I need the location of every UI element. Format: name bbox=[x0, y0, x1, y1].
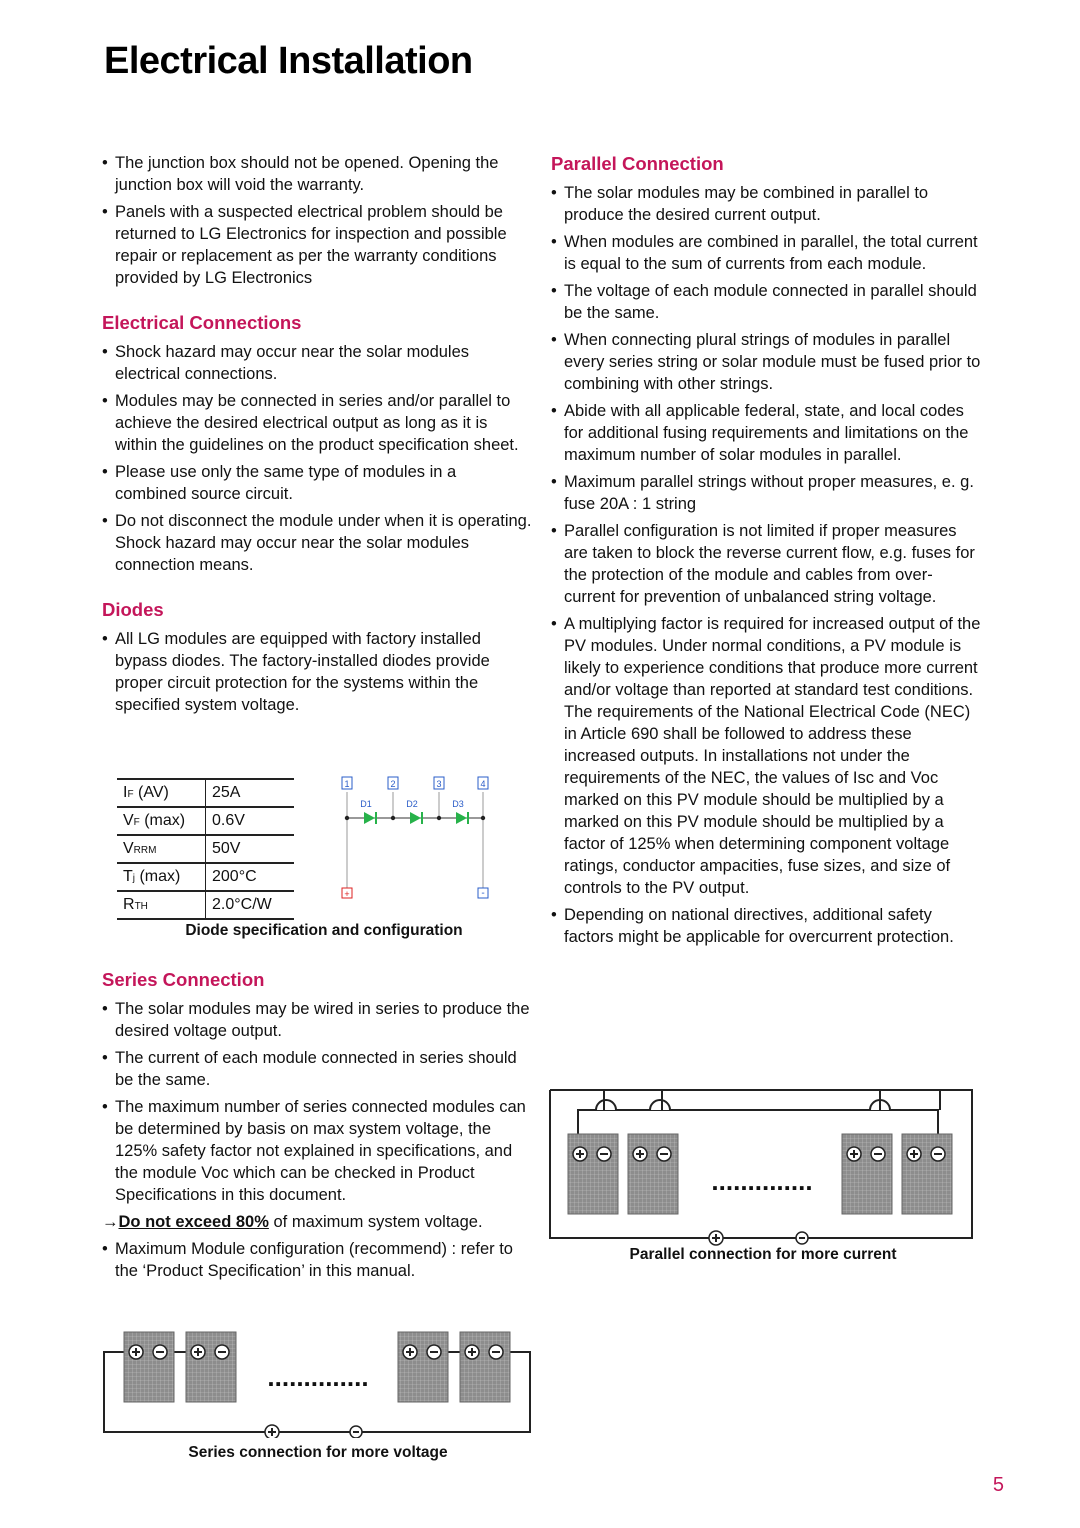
list-item bbox=[102, 510, 532, 576]
list-item: • The solar modules may be wired in series to produce the desired voltage output. bbox=[102, 998, 532, 1042]
terminal-label: 3 bbox=[436, 779, 442, 789]
list-item: • The solar modules may be combined in parallel to produce the desired current output. bbox=[551, 182, 981, 226]
intro-list bbox=[102, 152, 532, 289]
list-item: • A multiplying factor is required for increased output of the PV modules. Under normal conditions, a PV module is likely to experience conditions that produce more current and/or voltage than reported at standard test conditions. The requirements of the National Electrical Code (NEC) in Article 690 shall be followed to address these increased outputs. In installations not under the requirements of the NEC, the values of Isc and Voc marked on this PV module should be multiplied by a marked on this PV module should be multiplied by a factor of 125% when determining component voltage ratings, conductor ampacities, fuse sizes, and size of controls to the PV output. bbox=[551, 613, 981, 899]
list-item: • When connecting plural strings of modules in parallel every series string or solar module must be fused prior to combining with other strings. bbox=[551, 329, 981, 395]
ellipsis-dots: .............. bbox=[267, 1362, 369, 1392]
series-connection-section bbox=[102, 968, 532, 1287]
list-item: • Maximum parallel strings without proper measures, e. g. fuse 20A : 1 string bbox=[551, 471, 981, 515]
series-connection-list bbox=[102, 998, 532, 1206]
param-symbol: V bbox=[123, 812, 134, 829]
section-heading-electrical-connections: Electrical Connections bbox=[102, 312, 302, 333]
param-suffix: (max) bbox=[139, 812, 186, 829]
list-item: • All LG modules are equipped with factory installed bypass diodes. The factory-installed diodes provide proper circuit protection for the systems within the specified system voltage. bbox=[102, 628, 532, 716]
note-emphasis: Do not exceed 80% bbox=[118, 1213, 269, 1231]
junction-dot bbox=[391, 816, 395, 820]
value-cell: 0.6V bbox=[206, 807, 295, 835]
diode-caption: Diode specification and configuration bbox=[185, 922, 463, 939]
param-cell bbox=[117, 863, 206, 891]
terminal-label: 1 bbox=[344, 779, 350, 789]
param-symbol: I bbox=[123, 784, 128, 801]
param-cell bbox=[117, 891, 206, 919]
value-cell: 2.0°C/W bbox=[206, 891, 295, 919]
list-item: • Please use only the same type of modules in a combined source circuit. bbox=[102, 461, 532, 505]
junction-dot bbox=[345, 816, 349, 820]
table-row bbox=[117, 863, 294, 891]
list-item: • Panels with a suspected electrical problem should be returned to LG Electronics for inspection and possible repair or replacement as per the warranty conditions provided by LG Electronics bbox=[102, 201, 532, 289]
diode-spec-table bbox=[117, 778, 294, 920]
diode-symbol bbox=[410, 812, 421, 824]
parallel-figure-caption: Parallel connection for more current bbox=[629, 1246, 897, 1263]
list-item: • The current of each module connected in series should be the same. bbox=[102, 1047, 532, 1091]
right-column bbox=[551, 152, 981, 953]
page-title: Electrical Installation bbox=[104, 40, 473, 82]
list-item: • Shock hazard may occur near the solar modules electrical connections. bbox=[102, 341, 532, 385]
list-item-extra: Shock hazard may occur near the solar modules connection means. bbox=[115, 534, 470, 574]
diode-symbol bbox=[456, 812, 467, 824]
list-item: • Modules may be connected in series and/or parallel to achieve the desired electrical output as long as it is within the guidelines on the product specification sheet. bbox=[102, 390, 532, 456]
parallel-connection-list bbox=[551, 182, 981, 948]
note-text: of maximum system voltage. bbox=[268, 1213, 483, 1231]
solar-module bbox=[842, 1134, 892, 1214]
list-item: • The maximum number of series connected modules can be determined by basis on max system voltage, the 125% safety factor not explained in specifications, and the module Voc which can be checked in Product Specifications in this document. bbox=[102, 1096, 532, 1206]
page-number: 5 bbox=[992, 1474, 1004, 1496]
value-cell: 200°C bbox=[206, 863, 295, 891]
solar-module bbox=[628, 1134, 678, 1214]
solar-module bbox=[568, 1134, 618, 1214]
diode-label: D1 bbox=[360, 799, 372, 809]
list-item-text: Do not disconnect the module under when it is operating. bbox=[115, 512, 532, 530]
section-heading-series-connection: Series Connection bbox=[102, 969, 265, 990]
param-suffix: (AV) bbox=[133, 784, 169, 801]
param-symbol: T bbox=[123, 868, 133, 885]
param-subscript: j bbox=[132, 873, 136, 884]
terminal-label: 2 bbox=[390, 779, 396, 789]
arrow-icon: → bbox=[102, 1213, 119, 1231]
terminal-label: 4 bbox=[480, 779, 486, 789]
section-heading-diodes: Diodes bbox=[102, 599, 164, 620]
param-symbol: R bbox=[123, 896, 135, 913]
solar-module bbox=[398, 1332, 448, 1402]
junction-dot bbox=[437, 816, 441, 820]
diode-label: D3 bbox=[452, 799, 464, 809]
solar-module bbox=[902, 1134, 952, 1214]
diode-circuit-diagram bbox=[336, 772, 496, 902]
diode-symbol bbox=[364, 812, 375, 824]
solar-module bbox=[460, 1332, 510, 1402]
minus-terminal-label: - bbox=[481, 888, 485, 899]
param-cell bbox=[117, 835, 206, 863]
list-item: • Abide with all applicable federal, state, and local codes for additional fusing requirements and limitations on the maximum number of solar modules in parallel. bbox=[551, 400, 981, 466]
param-subscript: RRM bbox=[133, 845, 157, 856]
param-subscript: F bbox=[133, 817, 140, 828]
list-item: • The voltage of each module connected in parallel should be the same. bbox=[551, 280, 981, 324]
ellipsis-dots: .............. bbox=[711, 1166, 813, 1196]
junction-dot bbox=[481, 816, 485, 820]
electrical-connections-list bbox=[102, 341, 532, 576]
value-cell: 25A bbox=[206, 779, 295, 807]
param-cell bbox=[117, 807, 206, 835]
section-heading-parallel-connection: Parallel Connection bbox=[551, 153, 724, 174]
solar-module bbox=[186, 1332, 236, 1402]
table-row bbox=[117, 807, 294, 835]
value-cell: 50V bbox=[206, 835, 295, 863]
diode-label: D2 bbox=[406, 799, 418, 809]
plus-terminal-label: + bbox=[344, 889, 350, 899]
param-subscript: TH bbox=[134, 901, 148, 912]
series-figure-caption: Series connection for more voltage bbox=[188, 1444, 448, 1461]
list-item: • Maximum Module configuration (recommend) : refer to the ‘Product Specification’ in this manual. bbox=[102, 1238, 532, 1282]
list-item: • When modules are combined in parallel, the total current is equal to the sum of currents from each module. bbox=[551, 231, 981, 275]
diodes-list bbox=[102, 628, 532, 716]
series-voltage-note bbox=[102, 1211, 532, 1233]
table-row bbox=[117, 891, 294, 919]
table-row bbox=[117, 779, 294, 807]
left-column bbox=[102, 152, 532, 721]
list-item: • The junction box should not be opened. Opening the junction box will void the warranty. bbox=[102, 152, 532, 196]
solar-module bbox=[124, 1332, 174, 1402]
param-cell bbox=[117, 779, 206, 807]
parallel-connection-figure bbox=[546, 1086, 976, 1246]
series-connection-list-2 bbox=[102, 1238, 532, 1282]
param-symbol: V bbox=[123, 840, 134, 857]
param-suffix: (max) bbox=[135, 868, 181, 885]
param-subscript: F bbox=[127, 789, 134, 800]
list-item: • Parallel configuration is not limited if proper measures are taken to block the reverse current flow, e.g. fuses for the protection of the module and cables from over-current for prevention of unbalanced string voltage. bbox=[551, 520, 981, 608]
list-item: • Depending on national directives, additional safety factors might be applicable for overcurrent protection. bbox=[551, 904, 981, 948]
table-row bbox=[117, 835, 294, 863]
series-connection-figure bbox=[100, 1328, 536, 1438]
